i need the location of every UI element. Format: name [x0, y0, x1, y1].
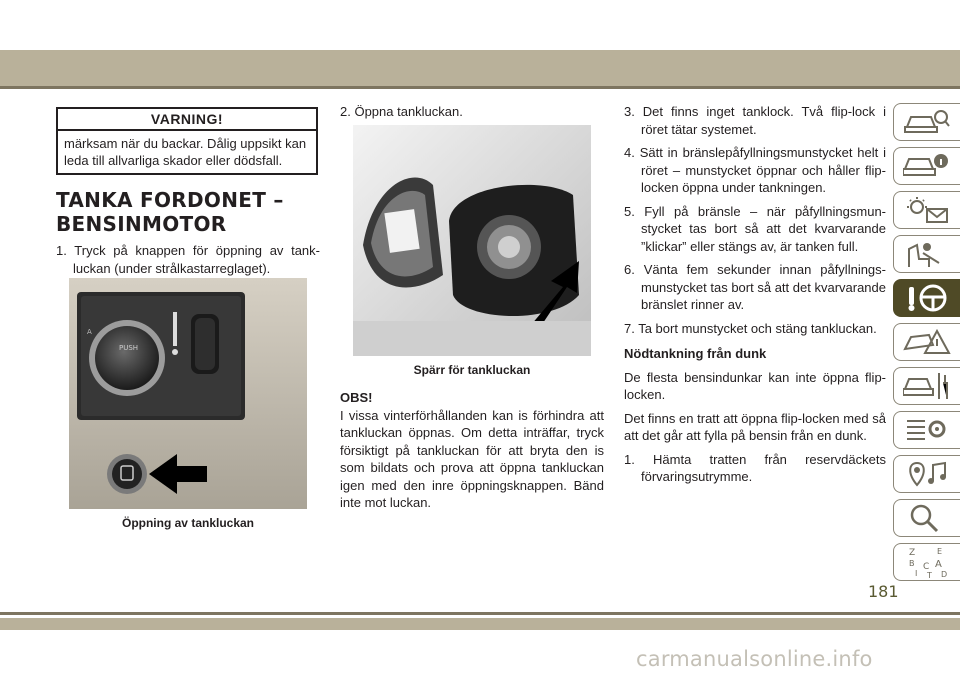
para-2: Det finns en tratt att öppna flip-locken med så att det går att fylla på bensin från en dunk. — [624, 410, 886, 443]
svg-text:Z: Z — [909, 548, 916, 558]
header-band — [0, 50, 960, 86]
step-7-text: 7. Ta bort munstycket och stäng tankluckan. — [624, 320, 877, 336]
column-3 — [624, 103, 886, 492]
alphabet-index-icon — [903, 545, 951, 579]
step-2-text: 2. Öppna tankluckan. — [340, 104, 463, 119]
step-6-text: 6. Vänta fem sekunder innan påfyllnings- munstycket tas bort så att det kvarvarande bränslet rinner av. — [624, 262, 886, 312]
svg-text:I: I — [915, 569, 918, 578]
warning-box — [56, 107, 318, 175]
image2-caption: Spärr för tankluckan — [413, 363, 531, 377]
tab-starting-operating[interactable] — [893, 279, 960, 317]
tab-car-info[interactable] — [893, 147, 960, 185]
note-title: OBS! — [340, 390, 373, 405]
svg-text:T: T — [927, 571, 932, 579]
svg-text:E: E — [937, 547, 943, 556]
step-1b-text: 1. Hämta tratten från reservdäckets förvaringsutrymme. — [624, 451, 886, 484]
page-number: 181 — [868, 582, 899, 601]
watermark: carmanualsonline.info — [636, 647, 873, 671]
steering-wheel-key-icon — [903, 283, 951, 313]
tab-warning-lights[interactable] — [893, 191, 960, 229]
warning-lights-icon — [903, 195, 951, 225]
tab-specifications[interactable] — [893, 411, 960, 449]
search-icon — [903, 503, 951, 533]
tab-multimedia[interactable] — [893, 455, 960, 493]
tab-car-accident[interactable] — [893, 323, 960, 361]
note-text: I vissa vinterförhållanden kan is förhindra att tankluckan öppnas. Om detta inträffar, tryck försiktigt på tankluckan för att bryta den is som bildats och prova att öppna tankluckan igen med den inre öppningsknappen. Bänd inte mot luckan. — [340, 407, 604, 510]
section-heading-line1: TANKA FORDONET – — [56, 188, 284, 212]
svg-text:A: A — [935, 559, 942, 570]
image1-caption: Öppning av tankluckan — [121, 516, 255, 530]
step-1-text: 1. Tryck på knappen för öppning av tank- luckan (under strålkastarreglaget). — [56, 243, 320, 276]
warning-title: VARNING! — [58, 109, 316, 131]
knob-push-label: PUSH — [119, 344, 139, 352]
header-rule — [0, 86, 960, 89]
footer-band — [0, 618, 960, 630]
car-accident-icon — [903, 327, 951, 357]
warning-text: märksam när du backar. Dålig uppsikt kan leda till allvarliga skador eller dödsfall. — [64, 136, 307, 168]
emergency-subheading: Nödtankning från dunk — [624, 346, 767, 361]
svg-text:B: B — [909, 559, 915, 568]
footer-rule — [0, 612, 960, 615]
knob-a-label: A — [87, 328, 92, 336]
step-3-text: 3. Det finns inget tanklock. Två flip-lock i röret tätar systemet. — [624, 104, 886, 137]
tab-index[interactable] — [893, 543, 960, 581]
specifications-gear-icon — [903, 415, 951, 445]
airbag-seat-icon — [903, 239, 951, 269]
section-heading-line2: BENSINMOTOR — [56, 212, 227, 236]
tab-car-service[interactable] — [893, 367, 960, 405]
car-info-icon — [903, 151, 951, 181]
fuel-door-release-photo — [69, 278, 307, 509]
section-heading — [56, 188, 284, 236]
para-1: De flesta bensindunkar kan inte öppna flip- locken. — [624, 369, 886, 402]
step-4-text: 4. Sätt in bränslepåfyllningsmunstycket helt i röret – munstycket öppnar och håller flip-locken öppna under tankningen. — [624, 145, 886, 195]
car-search-icon — [903, 107, 951, 137]
step-1 — [56, 242, 320, 283]
tab-car-search[interactable] — [893, 103, 960, 141]
multimedia-icon — [903, 459, 951, 489]
note-block — [340, 389, 604, 512]
svg-text:D: D — [941, 570, 948, 579]
car-service-icon — [903, 371, 951, 401]
step-5-text: 5. Fyll på bränsle – när påfyllningsmun- stycket tas bort så att det kvarvarande ”klickar” eller stängs av, är tanken full. — [624, 203, 886, 254]
fuel-door-latch-photo — [353, 125, 591, 356]
step-2 — [340, 103, 604, 127]
svg-text:C: C — [923, 562, 930, 572]
tab-airbag-seat[interactable] — [893, 235, 960, 273]
tab-search[interactable] — [893, 499, 960, 537]
